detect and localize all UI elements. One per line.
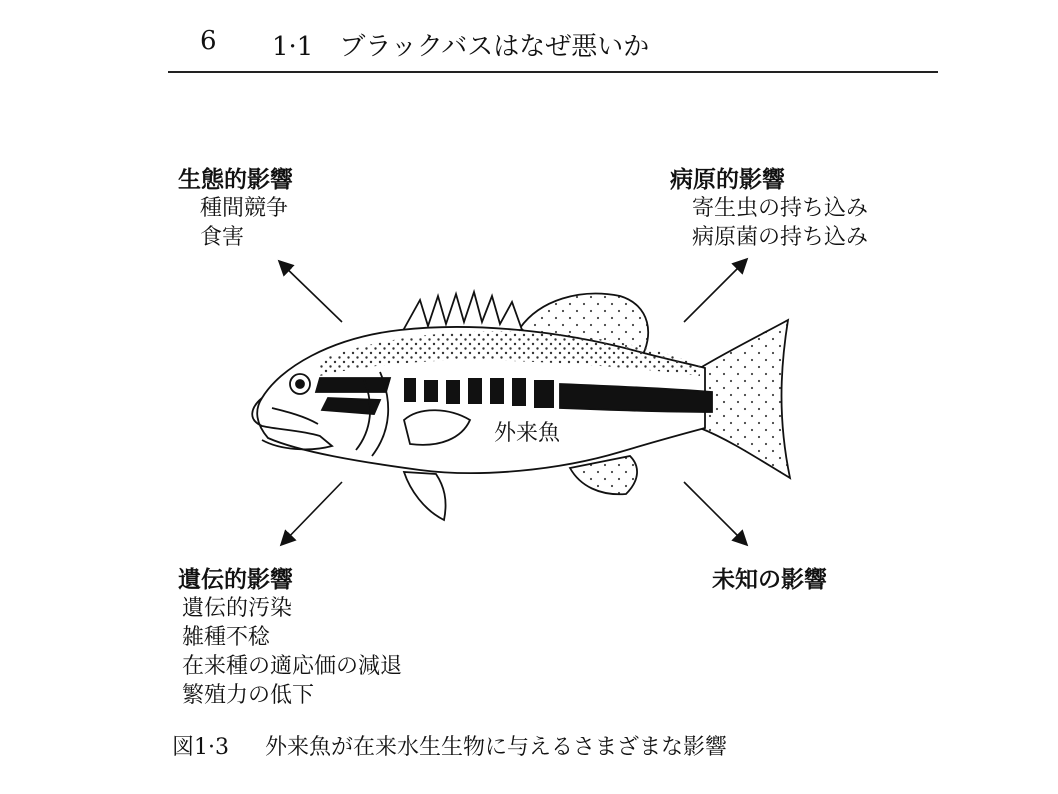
- section-title: 1·1 ブラックバスはなぜ悪いか: [272, 32, 650, 62]
- ecological-impact-item: 種間競争: [200, 196, 289, 221]
- figure-number: 図1·3: [172, 735, 229, 760]
- center-label: 外来魚: [494, 421, 561, 446]
- genetic-impact-item: 雑種不稔: [182, 625, 271, 650]
- pathogenic-impact-block: [670, 166, 868, 252]
- genetic-impact-item: 在来種の適応価の減退: [182, 654, 403, 679]
- arrow-pathogenic: [684, 260, 746, 322]
- genetic-impact-item: 遺伝的汚染: [182, 596, 293, 621]
- bass-fish-illustration: [252, 292, 790, 520]
- pathogenic-impact-item: 寄生虫の持ち込み: [692, 196, 869, 221]
- genetic-impact-item: 繁殖力の低下: [182, 683, 315, 708]
- arrow-unknown: [684, 482, 746, 544]
- figure-caption: [172, 730, 727, 761]
- genetic-impact-block: [178, 566, 402, 710]
- unknown-impact-block: [712, 566, 827, 594]
- arrow-genetic: [282, 482, 342, 544]
- ecological-impact-item: 食害: [200, 225, 245, 250]
- pathogenic-impact-title: 病原的影響: [670, 167, 785, 193]
- genetic-impact-title: 遺伝的影響: [178, 567, 293, 593]
- pathogenic-impact-item: 病原菌の持ち込み: [692, 225, 869, 250]
- arrow-ecological: [280, 262, 342, 322]
- ecological-impact-block: [178, 166, 293, 252]
- unknown-impact-title: 未知の影響: [712, 567, 827, 593]
- page-number: 6: [200, 26, 217, 56]
- figure-caption-text: 外来魚が在来水生生物に与えるさまざまな影響: [265, 735, 728, 760]
- ecological-impact-title: 生態的影響: [178, 167, 293, 193]
